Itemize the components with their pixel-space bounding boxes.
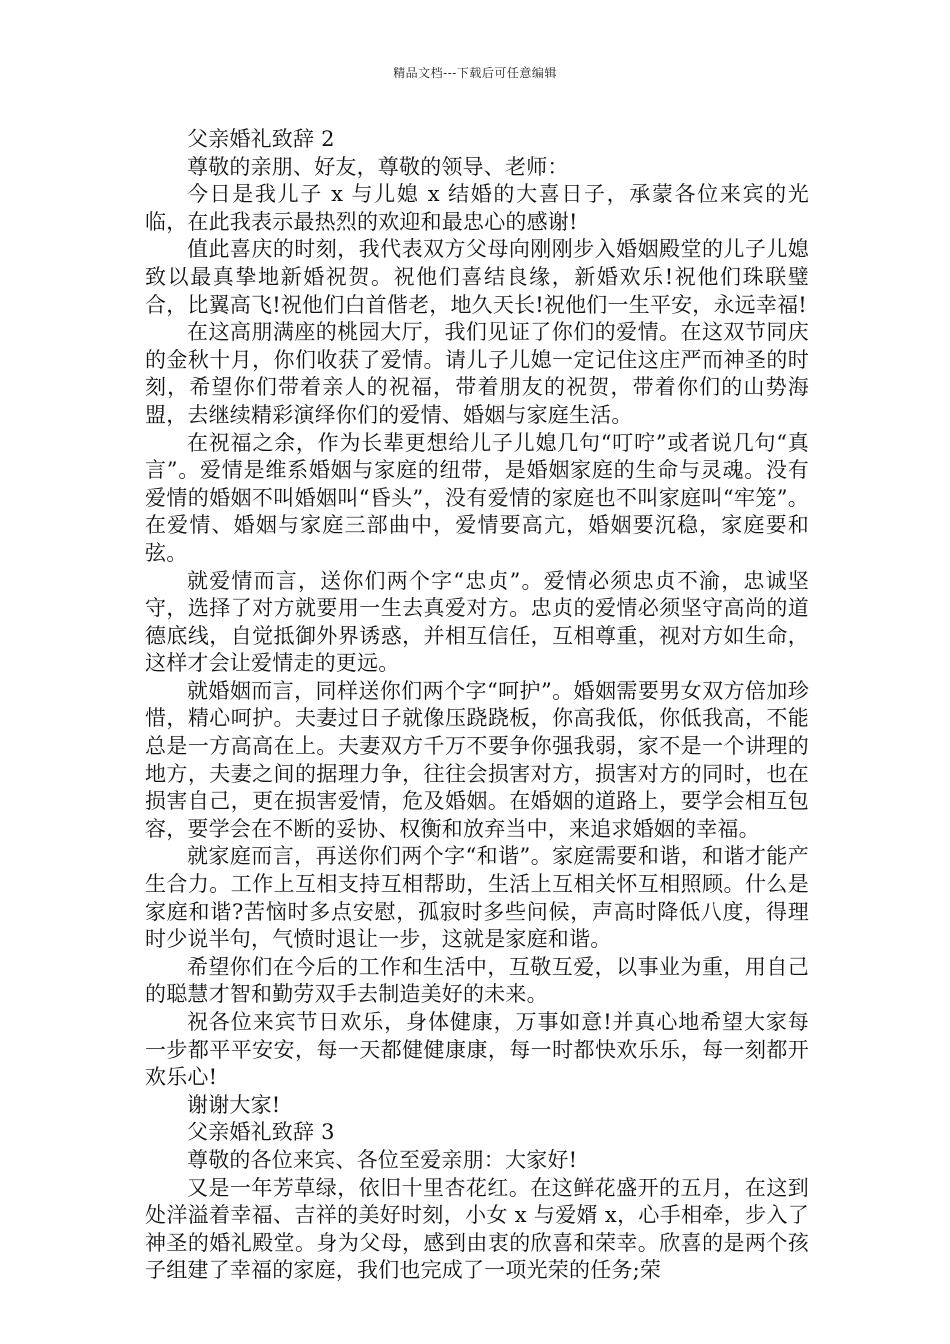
paragraph: 就爱情而言，送你们两个字“忠贞”。爱情必须忠贞不渝，忠诚坚守，选择了对方就要用一生去真爱对方。忠贞的爱情必须坚守高尚的道德底线，自觉抵御外界诱惑，并相互信任，互相尊重，视对方如生命，这样才会让爱情走的更远。 bbox=[145, 568, 809, 676]
salutation: 尊敬的各位来宾、各位至爱亲朋：大家好! bbox=[187, 1147, 578, 1172]
section-title: 父亲婚礼致辞 3 bbox=[187, 1120, 335, 1145]
section-title: 父亲婚礼致辞 2 bbox=[187, 127, 335, 151]
paragraph: 希望你们在今后的工作和生活中，互敬互爱，以事业为重，用自己的聪慧才智和勤劳双手去制造美好的未来。 bbox=[145, 954, 809, 1007]
page-header: 精品文档---下载后可任意编辑 bbox=[393, 66, 557, 80]
paragraph: 又是一年芳草绿，依旧十里杏花红。在这鲜花盛开的五月，在这到处洋溢着幸福、吉祥的美好时刻，小女 x 与爱婿 x，心手相牵，步入了神圣的婚礼殿堂。身为父母，感到由衷的欣喜和荣幸。欣喜的是两个孩子组建了幸福的家庭，我们也完成了一项光荣的任务;荣 bbox=[145, 1175, 809, 1283]
paragraph: 就家庭而言，再送你们两个字“和谐”。家庭需要和谐，和谐才能产生合力。工作上互相支持互相帮助，生活上互相关怀互相照顾。什么是家庭和谐?苦恼时多点安慰，孤寂时多些问候，声高时降低八度，得理时少说半句，气愤时退让一步，这就是家庭和谐。 bbox=[145, 844, 809, 952]
closing-line: 谢谢大家! bbox=[187, 1092, 281, 1117]
document-body bbox=[145, 126, 809, 1285]
paragraph: 就婚姻而言，同样送你们两个字“呵护”。婚姻需要男女双方倍加珍惜，精心呵护。夫妻过日子就像压跷跷板，你高我低，你低我高，不能总是一方高高在上。夫妻双方千万不要争你强我弱，家不是一个讲理的地方，夫妻之间的据理力争，往往会损害对方，损害对方的同时，也在损害自己，更在损害爱情，危及婚姻。在婚姻的道路上，要学会相互包容，要学会在不断的妥协、权衡和放弃当中，来追求婚姻的幸福。 bbox=[145, 678, 809, 841]
paragraph: 值此喜庆的时刻，我代表双方父母向刚刚步入婚姻殿堂的儿子儿媳致以最真挚地新婚祝贺。祝他们喜结良缘，新婚欢乐!祝他们珠联璧合，比翼高飞!祝他们白首偕老，地久天长!祝他们一生平安，永远幸福! bbox=[145, 237, 809, 317]
salutation: 尊敬的亲朋、好友，尊敬的领导、老师： bbox=[187, 154, 569, 179]
paragraph: 祝各位来宾节日欢乐，身体健康，万事如意!并真心地希望大家每一步都平平安安，每一天都健健康康，每一时都快欢乐乐，每一刻都开欢乐心! bbox=[145, 1010, 809, 1090]
paragraph: 在这高朋满座的桃园大厅，我们见证了你们的爱情。在这双节同庆的金秋十月，你们收获了爱情。请儿子儿媳一定记住这庄严而神圣的时刻，希望你们带着亲人的祝福，带着朋友的祝贺，带着你们的山势海盟，去继续精彩演绎你们的爱情、婚姻与家庭生活。 bbox=[145, 320, 809, 427]
paragraph: 今日是我儿子 x 与儿媳 x 结婚的大喜日子，承蒙各位来宾的光临，在此我表示最热烈的欢迎和最忠心的感谢! bbox=[145, 182, 809, 234]
paragraph: 在祝福之余，作为长辈更想给儿子儿媳几句“叮咛”或者说几句“真言”。爱情是维系婚姻与家庭的纽带，是婚姻家庭的生命与灵魂。没有爱情的婚姻不叫婚姻叫“昏头”，没有爱情的家庭也不叫家庭叫“牢笼”。在爱情、婚姻与家庭三部曲中，爱情要高亢，婚姻要沉稳，家庭要和弦。 bbox=[145, 430, 809, 565]
